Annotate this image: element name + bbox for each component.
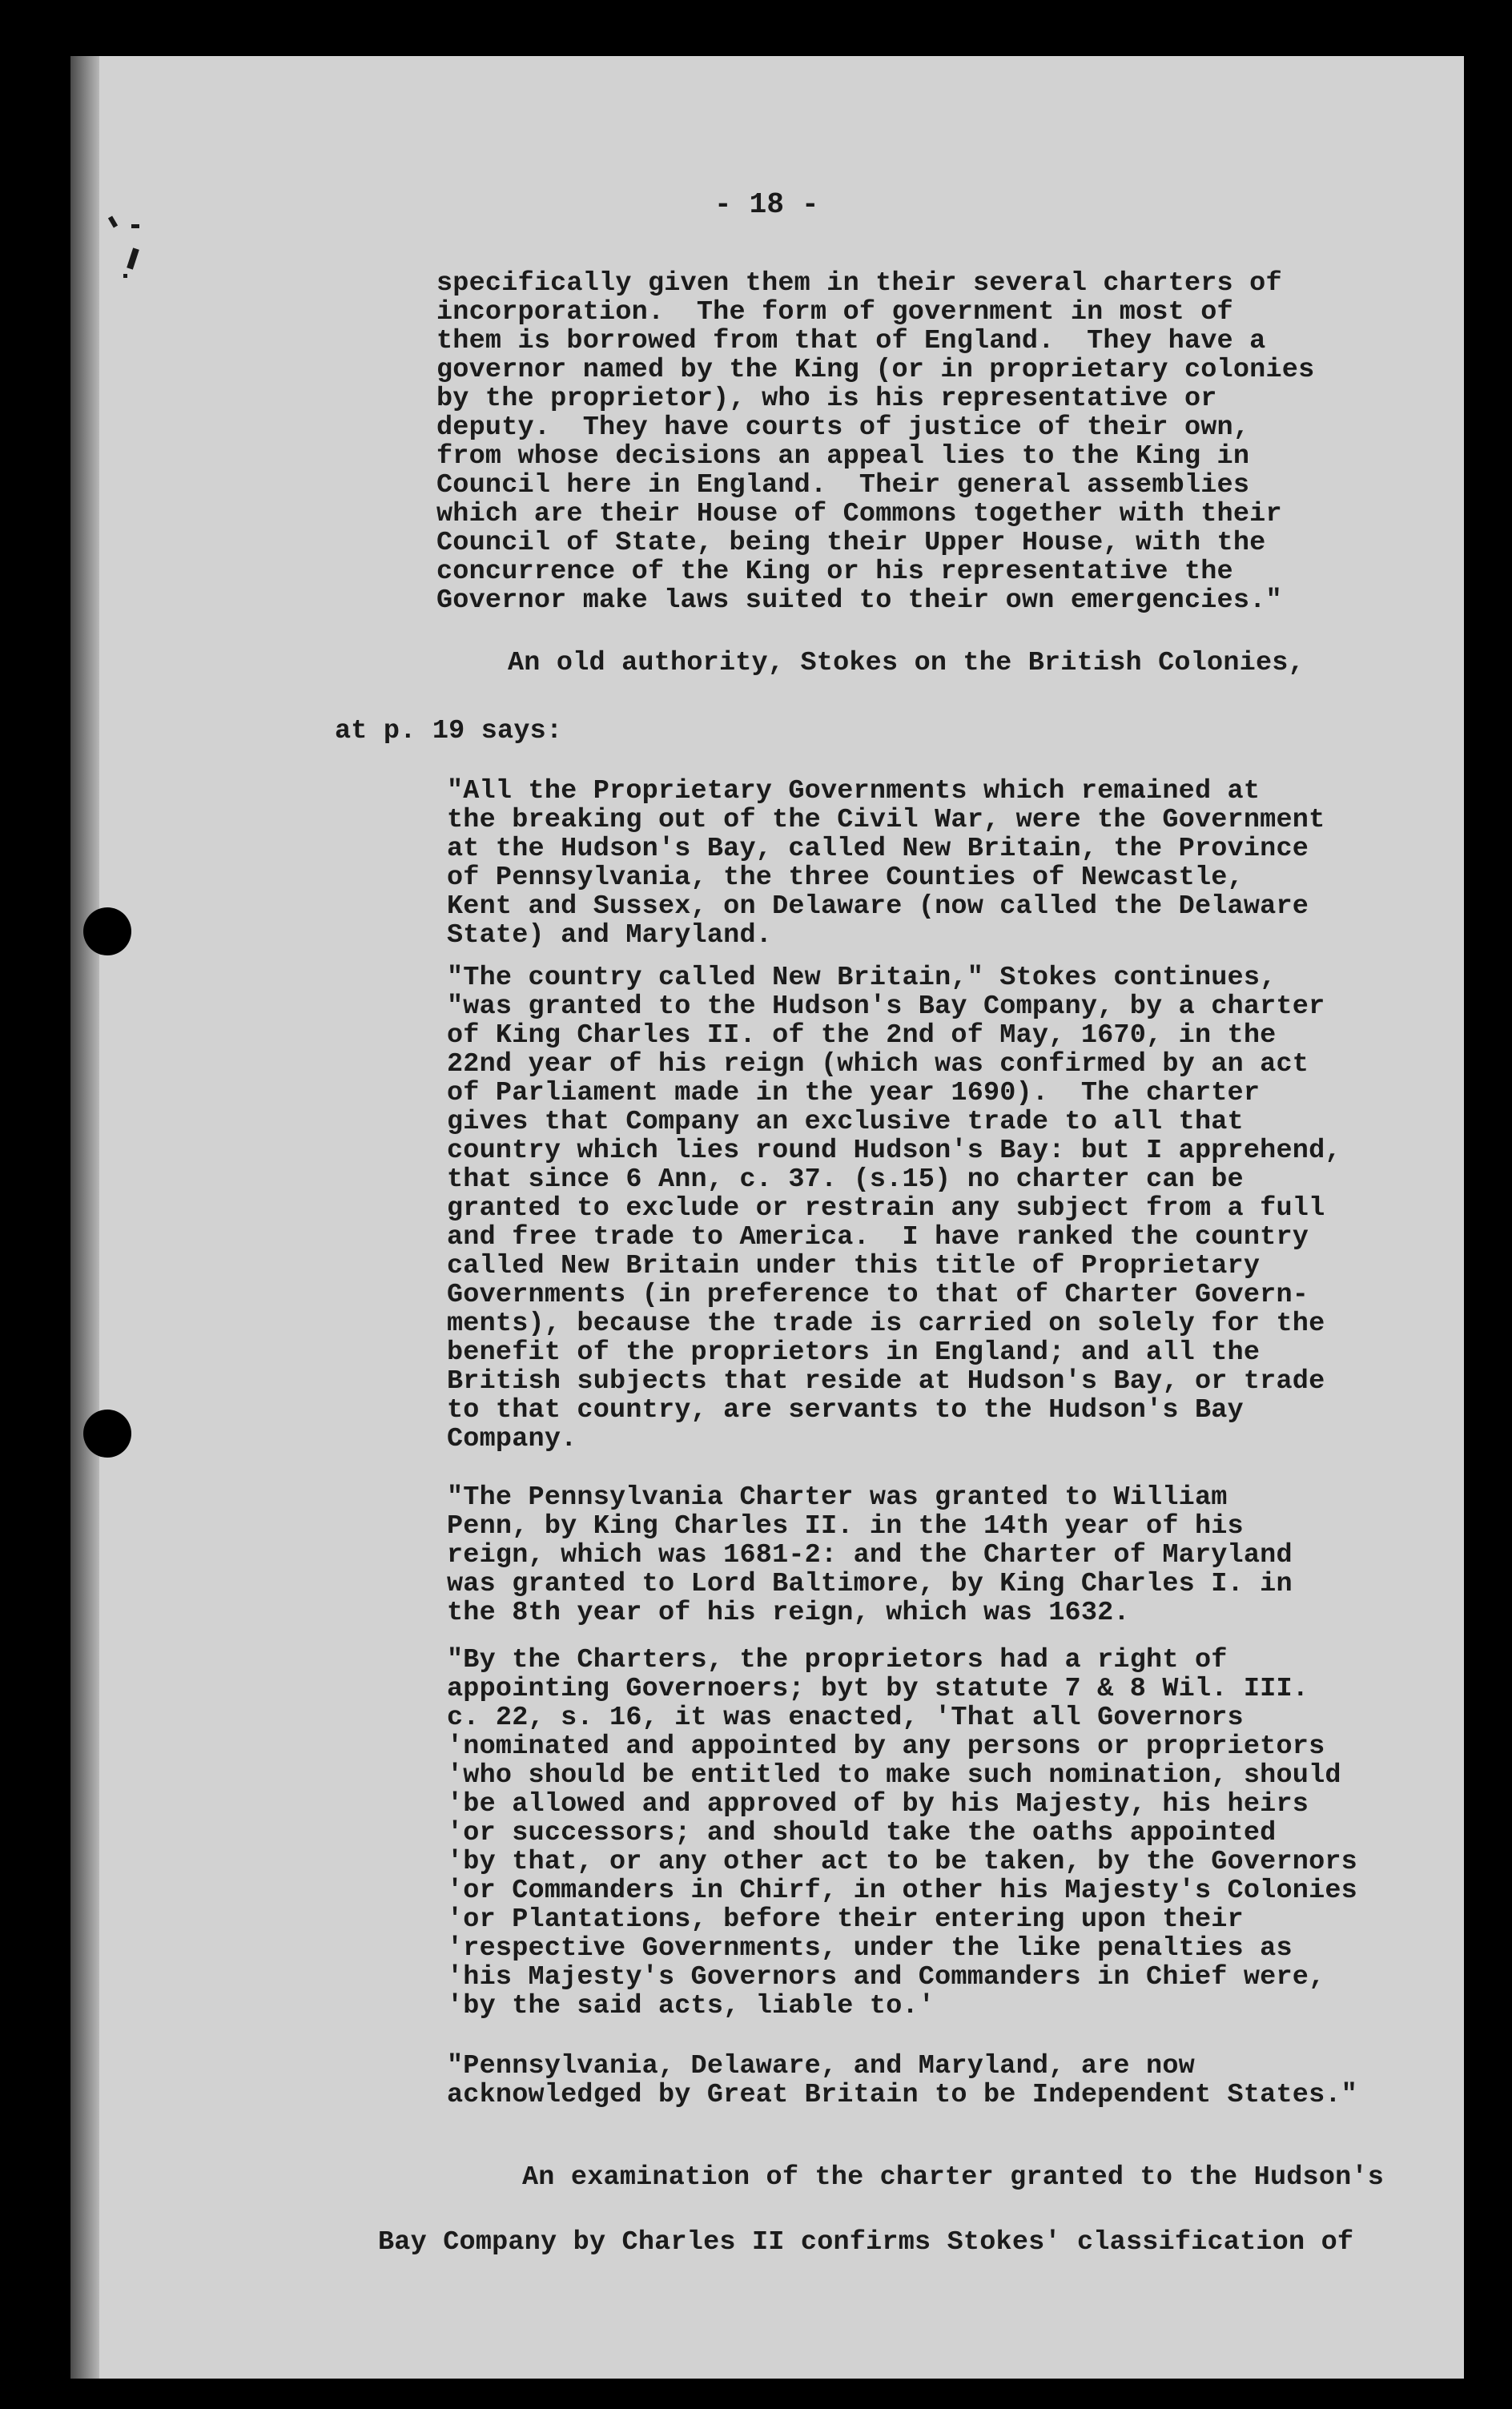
punch-hole-upper	[83, 907, 131, 955]
closing-line-2: Bay Company by Charles II confirms Stokes' classification of	[378, 2227, 1354, 2258]
authority-intro-line-1: An old authority, Stokes on the British Colonies,	[508, 648, 1305, 678]
quote-proprietary-governments: "All the Proprietary Governments which remained at the breaking out of the Civil War, were the Government at the Hudson's Bay, called New Britain, the Province of Pennsylvania, the three Counties of Newcastle, Kent and Sussex, on Delaware (now called the Delaware State) and Maryland.	[447, 776, 1325, 951]
page-edge-shadow	[70, 56, 99, 2379]
document-page	[70, 56, 1464, 2379]
page-number: - 18 -	[714, 188, 819, 221]
scan-speck	[127, 247, 139, 269]
quote-charters-statute: "By the Charters, the proprietors had a right of appointing Governoers; byt by statute 7 & 8 Wil. III. c. 22, s. 16, it was enacted, 'That all Governors 'nominated and appointed by any persons or proprietors 'who should be entitled to make such nomination, should 'be allowed and approved of by his Majesty, his heirs 'or successors; and should take the oaths appointed 'by that, or any other act to be taken, by the Governors 'or Commanders in Chirf, in other his Majesty's Colonies 'or Plantations, before their entering upon their 'respective Governments, under the like penalties as 'his Majesty's Governors and Commanders in Chief were, 'by the said acts, liable to.'	[447, 1645, 1357, 2021]
scan-speck	[108, 215, 118, 227]
punch-hole-lower	[83, 1410, 131, 1458]
scan-speck	[131, 224, 139, 228]
quote-independent-states: "Pennsylvania, Delaware, and Maryland, are now acknowledged by Great Britain to be Independent States."	[447, 2051, 1357, 2110]
authority-intro-line-2: at p. 19 says:	[335, 716, 563, 746]
quote-pennsylvania-charter: "The Pennsylvania Charter was granted to William Penn, by King Charles II. in the 14th year of his reign, which was 1681-2: and the Charter of Maryland was granted to Lord Baltimore, by King Charles I. in the 8th year of his reign, which was 1632.	[447, 1482, 1293, 1628]
scan-speck	[123, 274, 127, 278]
closing-line-1: An examination of the charter granted to the Hudson's	[522, 2162, 1385, 2193]
quote-new-britain: "The country called New Britain," Stokes continues, "was granted to the Hudson's Bay Company, by a charter of King Charles II. of the 2nd of May, 1670, in the 22nd year of his reign (which was confirmed by an act of Parliament made in the year 1690). The charter gives that Company an exclusive trade to all that country which lies round Hudson's Bay: but I apprehend, that since 6 Ann, c. 37. (s.15) no charter can be granted to exclude or restrain any subject from a full and free trade to America. I have ranked the country called New Britain under this title of Proprietary Governments (in preference to that of Charter Govern- ments), because the trade is carried on solely for the benefit of the proprietors in England; and all the British subjects that reside at Hudson's Bay, or trade to that country, are servants to the Hudson's Bay Company.	[447, 963, 1341, 1454]
continuation-paragraph: specifically given them in their several charters of incorporation. The form of government in most of them is borrowed from that of England. They have a governor named by the King (or in proprietary colonies by the proprietor), who is his representative or deputy. They have courts of justice of their own, from whose decisions an appeal lies to the King in Council here in England. Their general assemblies which are their House of Commons together with their Council of State, being their Upper House, with the concurrence of the King or his representative the Governor make laws suited to their own emergencies."	[436, 268, 1315, 616]
